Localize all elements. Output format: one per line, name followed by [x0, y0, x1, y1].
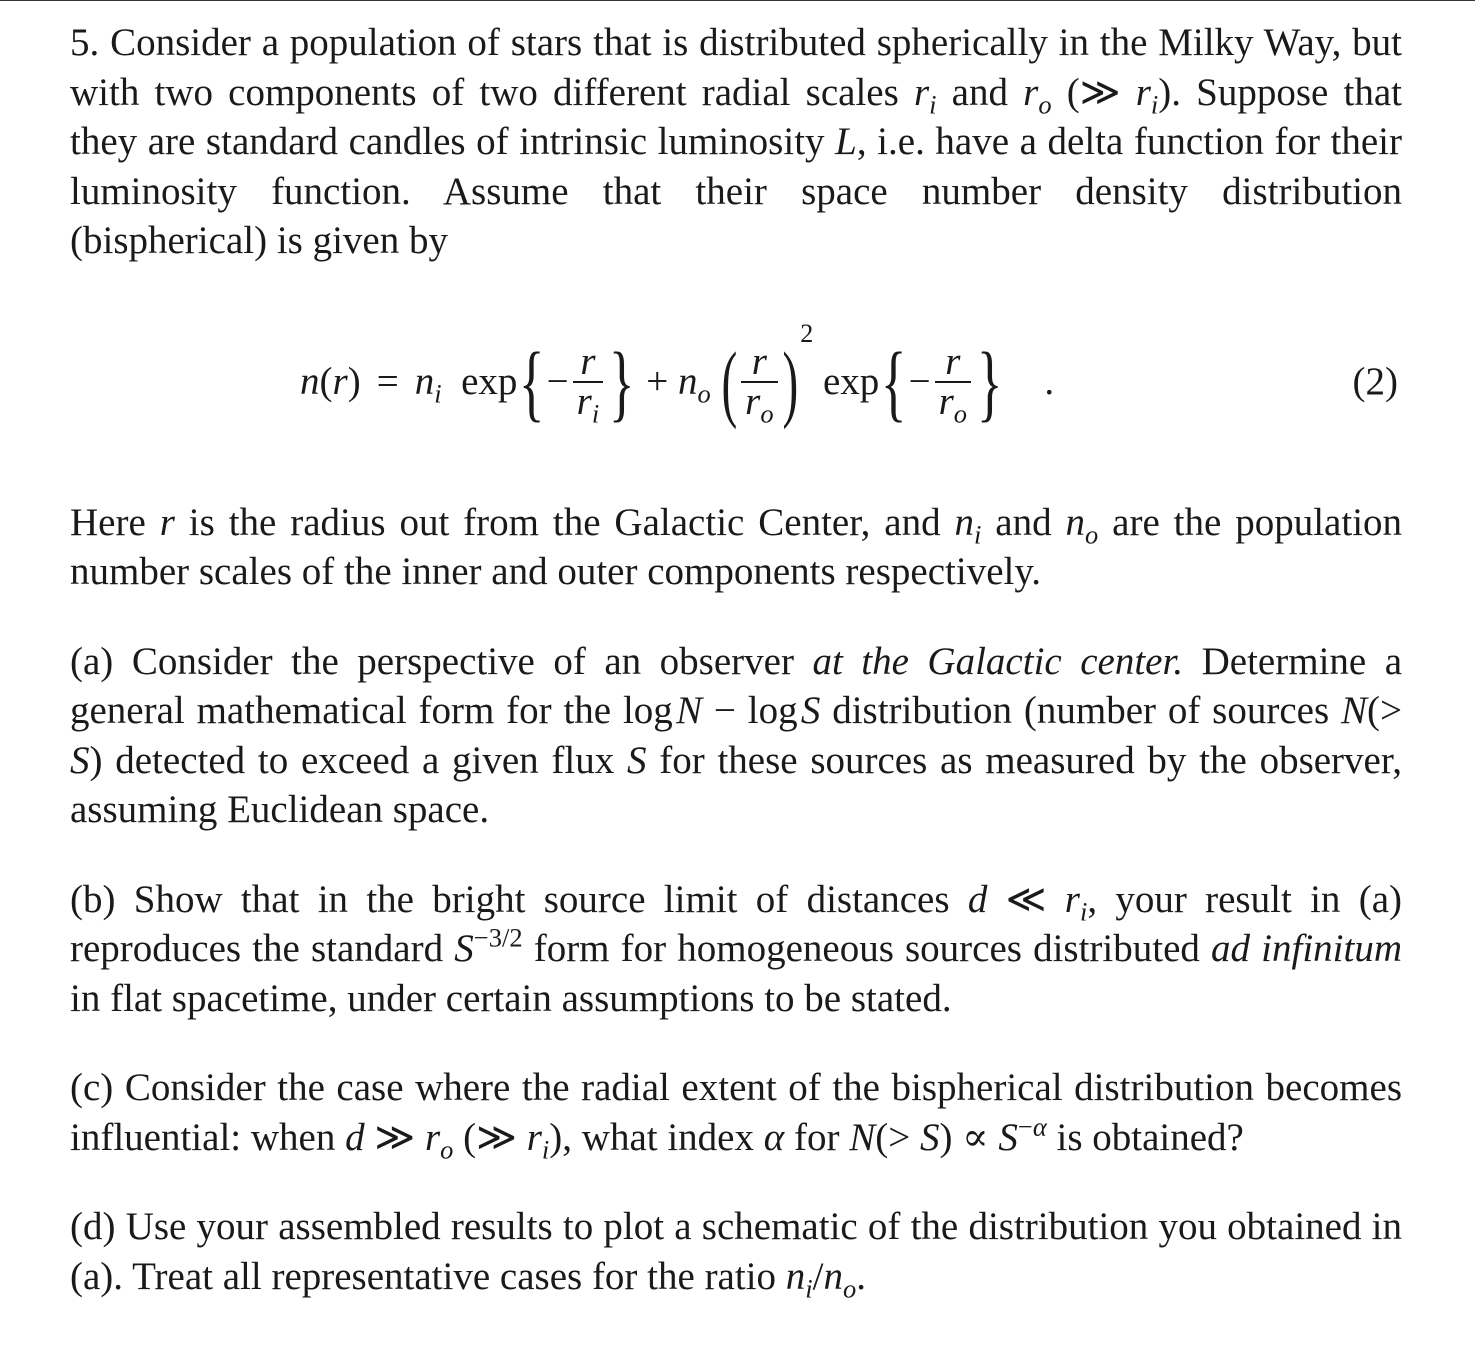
intro-text-3: . Suppose that they are standard candles of intrinsic luminosity	[70, 70, 1402, 163]
equation-block	[70, 306, 1402, 458]
math-r-o: $r_o$	[1023, 70, 1052, 119]
density-equation: n ( r ) = $n_i$ exp { − $\frac{r}{r_i}$ } + $n_o$ ( $\frac{r}{r_o}$ ) 2 exp { − $\frac{r}{r_o}$ } .	[300, 318, 1055, 430]
math-L: L	[835, 120, 857, 163]
math-logN-logS: log N − log S	[622, 689, 821, 732]
math-S-power: $S^{-3/2}$	[454, 922, 523, 970]
part-d: (d) Use your assembled results to plot a schematic of the distribution you obtained in (a). Treat all representative cases for the ratio $n_i/n_o$.	[70, 1205, 1402, 1303]
intro-text-2: and	[951, 70, 1008, 114]
equation-explanation: Here r is the radius out from the Galactic Center, and $n_i$ and $n_o$ are the population number scales of the inner and outer components respectively.	[70, 500, 1403, 593]
math-d-gg-ro: d ≫ $r_o$ (≫ $r_i$)	[345, 1115, 563, 1164]
math-N-propto: $N(> S) \propto S^{-\alpha}$	[849, 1110, 1047, 1159]
part-b-label: (b)	[70, 877, 116, 921]
math-d-ll-ri: d ≪ $r_i$	[967, 877, 1088, 926]
intro-text-4: , i.e. have a delta function for their luminosity function. Assume that their space number density distribution (bispherical) is given by	[70, 120, 1402, 262]
part-c-label: (c)	[70, 1066, 114, 1109]
part-c: (c) Consider the case where the radial extent of the bispherical distribution becomes influential: when d ≫ $r_o$ (≫ $r_i$), what index α for $N(> S) \propto S^{-\alpha}$ is obtained?	[70, 1066, 1402, 1164]
math-ratio: $n_i/n_o$	[785, 1254, 857, 1303]
math-gg-r-i: (≫ $r_i$)	[1066, 70, 1172, 119]
top-rule	[0, 0, 1475, 1]
problem-page	[70, 18, 1402, 1301]
part-b-emphasis: ad infinitum	[1211, 927, 1402, 970]
part-b: (b) Show that in the bright source limit of distances d ≪ $r_i$, your result in (a) reproduces the standard $S^{-3/2}$ form for homogeneous sources distributed ad infinitum in flat spacetime, under certain assumptions to be stated.	[70, 877, 1402, 1020]
math-N-gt-S: N(> S)	[70, 689, 1402, 782]
part-a-label: (a)	[70, 639, 114, 683]
math-r-i: $r_i$	[913, 70, 937, 119]
problem-number: 5.	[70, 21, 100, 64]
equation-number: (2)	[1352, 360, 1398, 403]
part-d-label: (d)	[70, 1205, 116, 1248]
problem-intro	[70, 18, 1402, 266]
intro-text-1: Consider a population of stars that is distributed spherically in the Milky Way, but with two components of two different radial scales	[70, 21, 1403, 114]
part-a: (a) Consider the perspective of an observer at the Galactic center. Determine a general mathematical form for the log N − log S distribution (number of sources N(> S) detected to exceed a given flux S for these sources as measured by the observer, assuming Euclidean space.	[70, 639, 1403, 831]
part-a-emphasis: at the Galactic center.	[812, 639, 1184, 683]
